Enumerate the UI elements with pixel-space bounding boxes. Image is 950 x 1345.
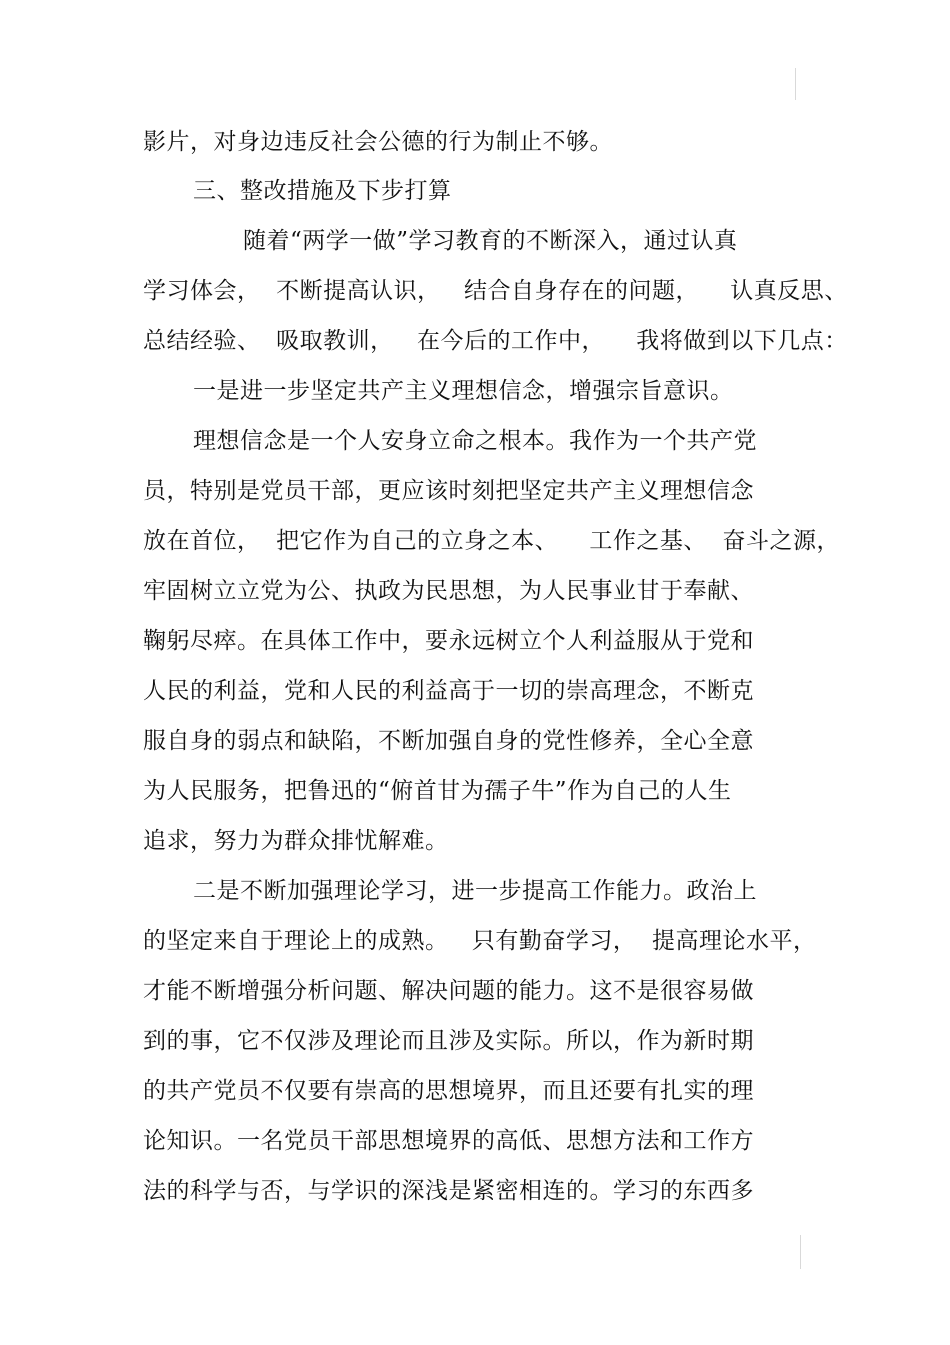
text-line-19: 到的事，它不仅涉及理论而且涉及实际。所以，作为新时期 bbox=[143, 1028, 754, 1054]
text-line-4: 学习体会， 不断提高认识， 结合自身存在的问题， 认真反思、 bbox=[143, 278, 848, 304]
text-line-7: 理想信念是一个人安身立命之根本。我作为一个共产党 bbox=[193, 428, 757, 454]
text-line-8: 员，特别是党员干部，更应该时刻把坚定共产主义理想信念 bbox=[143, 478, 754, 504]
text-line-11: 鞠躬尽瘁。在具体工作中，要永远树立个人利益服从于党和 bbox=[143, 628, 754, 654]
text-line-20: 的共产党员不仅要有崇高的思想境界，而且还要有扎实的理 bbox=[143, 1078, 754, 1104]
text-line-22: 法的科学与否，与学识的深浅是紧密相连的。学习的东西多 bbox=[143, 1178, 754, 1204]
text-line-15: 追求，努力为群众排忧解难。 bbox=[143, 828, 449, 854]
text-line-5: 总结经验、 吸取教训， 在今后的工作中， 我将做到以下几点： bbox=[143, 328, 848, 354]
section-heading: 三、整改措施及下步打算 bbox=[193, 178, 452, 204]
text-line-9: 放在首位， 把它作为自己的立身之本、 工作之基、 奋斗之源， bbox=[143, 528, 840, 554]
text-line-14: 为人民服务，把鲁迅的“俯首甘为孺子牛”作为自己的人生 bbox=[143, 778, 732, 804]
subheading-two: 二是不断加强理论学习，进一步提高工作能力。政治上 bbox=[193, 878, 757, 904]
text-line-3: 随着“两学一做”学习教育的不断深入，通过认真 bbox=[243, 228, 738, 254]
text-line-17: 的坚定来自于理论上的成熟。 只有勤奋学习， 提高理论水平， bbox=[143, 928, 817, 954]
page-edge-mark-top bbox=[795, 68, 796, 100]
text-line-1: 影片，对身边违反社会公德的行为制止不够。 bbox=[143, 129, 613, 155]
text-line-12: 人民的利益，党和人民的利益高于一切的崇高理念，不断克 bbox=[143, 678, 754, 704]
text-line-10: 牢固树立立党为公、执政为民思想，为人民事业甘于奉献、 bbox=[143, 578, 754, 604]
text-line-18: 才能不断增强分析问题、解决问题的能力。这不是很容易做 bbox=[143, 978, 754, 1004]
page-edge-mark-bottom bbox=[800, 1235, 801, 1269]
text-line-21: 论知识。一名党员干部思想境界的高低、思想方法和工作方 bbox=[143, 1128, 754, 1154]
text-line-13: 服自身的弱点和缺陷，不断加强自身的党性修养，全心全意 bbox=[143, 728, 754, 754]
subheading-one: 一是进一步坚定共产主义理想信念，增强宗旨意识。 bbox=[193, 378, 734, 404]
